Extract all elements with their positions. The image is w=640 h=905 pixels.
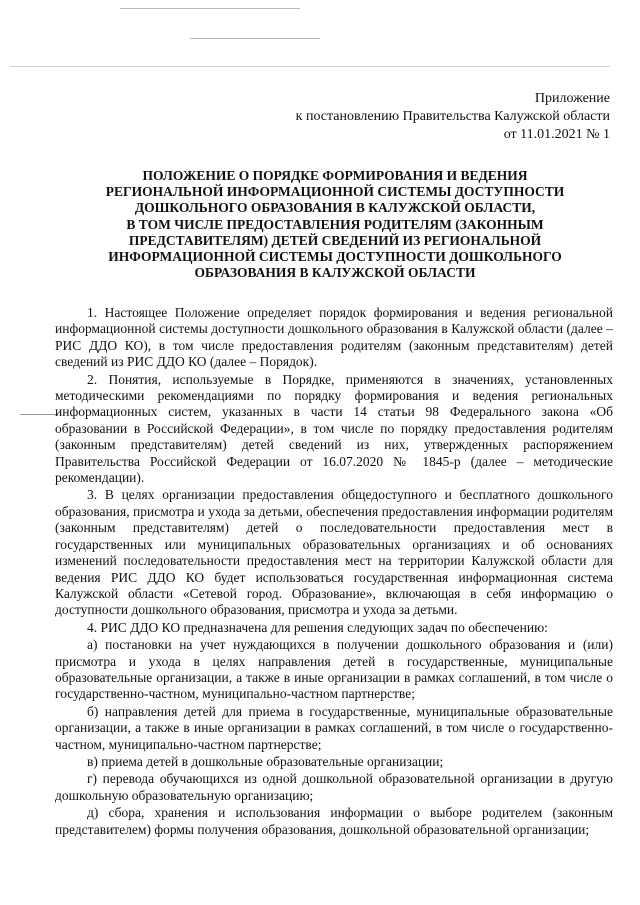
- appendix-resolution: к постановлению Правительства Калужской области: [295, 109, 610, 124]
- paragraph-4: 4. РИС ДДО КО предназначена для решения следующих задач по обеспечению:: [87, 619, 548, 635]
- title-line: ПОЛОЖЕНИЕ О ПОРЯДКЕ ФОРМИРОВАНИЯ И ВЕДЕНИЯ: [142, 168, 528, 183]
- list-item-g: г) перевода обучающихся из одной дошкольной образовательной организации в другую дошкольную образовательную организацию;: [55, 771, 613, 803]
- scan-artifact: [10, 66, 610, 67]
- paragraph-1: 1. Настоящее Положение определяет порядок формирования и ведения региональной информационной системы доступности дошкольного образования в Калужской области (далее – РИС ДДО КО), в том числе предоставления родителям (законным представителям) детей сведений из РИС ДДО КО (далее – Порядок).: [55, 305, 613, 370]
- title-line: ОБРАЗОВАНИЯ В КАЛУЖСКОЙ ОБЛАСТИ: [194, 265, 476, 281]
- title-line: ПРЕДСТАВИТЕЛЯМ) ДЕТЕЙ СВЕДЕНИЙ ИЗ РЕГИОНАЛЬНОЙ: [128, 232, 542, 248]
- title-line: ИНФОРМАЦИОННОЙ СИСТЕМЫ ДОСТУПНОСТИ ДОШКОЛЬНОГО: [108, 249, 562, 265]
- document-title: [80, 168, 590, 281]
- title-line: В ТОМ ЧИСЛЕ ПРЕДОСТАВЛЕНИЯ РОДИТЕЛЯМ (ЗАКОННЫМ: [126, 216, 544, 232]
- appendix-label: Приложение: [534, 91, 610, 106]
- scan-artifact: [190, 38, 320, 39]
- paragraph-2: 2. Понятия, используемые в Порядке, применяются в значениях, установленных методическими рекомендациями по порядку формирования и ведения региональных информационных систем, указанных в части 14 статьи 98 Федерального закона «Об образовании в Российской Федерации», в том числе по порядку предоставления родителям (законным представителям) детей сведений из них, утвержденных распоряжением Правительства Российской Федерации от 16.07.2020 № 1845-р (далее – методические рекомендации).: [55, 371, 613, 486]
- list-item-d: д) сбора, хранения и использования информации о выборе родителем (законным представителем) формы получения образования, дошкольной образовательной организации;: [55, 805, 613, 837]
- paragraph-3: 3. В целях организации предоставления общедоступного и бесплатного дошкольного образования, присмотра и ухода за детьми, обеспечения предоставления информации родителям (законным представителям) детей о последовательности предоставления мест в государственных или муниципальных образовательных организациях и об основаниях изменений последовательности предоставления мест на территории Калужской области для ведения РИС ДДО КО будет использоваться государственная информационная система Калужской области «Сетевой город. Образование», включающая в себя информацию о доступности дошкольного образования, присмотра и ухода за детьми.: [55, 487, 613, 618]
- document-body: [55, 305, 613, 838]
- scan-artifact: [20, 414, 58, 415]
- list-item-a: а) постановки на учет нуждающихся в получении дошкольного образования и (или) присмотра и ухода в целях направления детей в государственные, муниципальные образовательные организации, а также в иные организации в рамках соглашений, в том числе о государственно-частном, муниципально-частном партнерстве;: [55, 637, 613, 702]
- title-line: ДОШКОЛЬНОГО ОБРАЗОВАНИЯ В КАЛУЖСКОЙ ОБЛАСТИ,: [134, 200, 536, 216]
- scan-artifact: [120, 8, 300, 9]
- list-item-v: в) приема детей в дошкольные образовательные организации;: [87, 753, 444, 769]
- appendix-block: [296, 90, 610, 144]
- appendix-date-number: от 11.01.2021 № 1: [503, 127, 610, 142]
- title-line: РЕГИОНАЛЬНОЙ ИНФОРМАЦИОННОЙ СИСТЕМЫ ДОСТУПНОСТИ: [105, 184, 565, 200]
- list-item-b: б) направления детей для приема в государственные, муниципальные образовательные организации, а также в иные организации в рамках соглашений, в том числе о государственно-частном, муниципально-частном партнерстве;: [55, 703, 613, 752]
